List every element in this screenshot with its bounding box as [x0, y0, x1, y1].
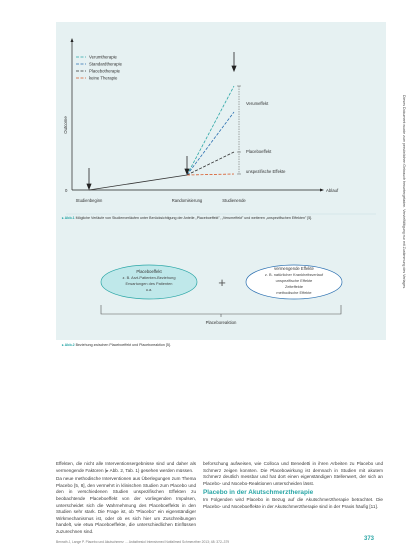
legend-label-none: keine Therapie [89, 75, 118, 81]
annotation-unspecific-effects: unspezifische Effekte [246, 169, 286, 174]
confounding-effects-line-4: methodische Effekte [276, 290, 312, 295]
placebo-effect-line-1: z. B. Arzt-Patienten-Beziehung [122, 275, 176, 280]
confounding-effects-title: vermengende Effekte [274, 266, 314, 271]
annotation-placebo-effect: Placeboeffekt [246, 149, 272, 154]
figure-2-caption-marker: ▸ Abb.2 [62, 343, 75, 347]
legend-label-verum: Verumtherapie [89, 54, 117, 60]
figure-2-diagram [56, 258, 386, 340]
x-tick-study-end: Studienende [222, 198, 246, 203]
y-axis-label: Outcome [63, 116, 68, 134]
y-axis-arrow [71, 38, 74, 42]
baseline-course [89, 175, 187, 190]
figure-2-caption [62, 343, 380, 348]
figure-1-legend [76, 54, 123, 80]
page-number: 373 [364, 536, 375, 542]
annotation-verum-effect: Verumeffekt [246, 101, 269, 106]
placebo-effect-title: Placeboeffekt [136, 269, 162, 274]
confounding-effects-line-3: Zeiteffekte [284, 284, 304, 289]
footer-citation: Benrath J, Lange P. Placebo und Akutschmerz … Anästhesiol Intensivmed Notfallmed Schmerzther 2013; 48: 372–379 [56, 540, 230, 544]
right-paragraph-1: beforschung aufweisen, wie Colloca und Benedetti in ihren Arbeiten zu Placebo und Schmerz zeigen konnten. Die Placebowirkung ist demnach in Studien mit akutem Schmerz deutlich messbar und hat dort einen eigenständigen Stellenwert, der sich an Placebo- und Nocebo-Reaktionen unterscheiden lässt. [203, 461, 383, 486]
line-placebo [187, 152, 234, 175]
figure-1-chart [56, 22, 386, 260]
left-paragraph-2: Da neue methodische Interventionen aus Überlegungen zum Thema Placebo [5, 8], den vermehrt in klinischen Studien zum Placebo und den in verschiedenen Studien unspezifischen Effekten zu beobachtende Placeboeffekt von der vorliegenden Impulsen, unterscheidet sich die Wahrnehmung des Placeboeffekts in den Studien sehr stark. Die Frage ist, ob "Placebo" ein eigenständiger Wirkmechanismus ist, oder ob es sich hier um Zuschreibungen handelt, wie etwa Placeboeffekte, die unterschiedlichen Einflüssen zuzurechnen sind. [56, 476, 196, 534]
figure-1-caption-text: Mögliche Verläufe von Studienverläufen unter Berücksichtigung der Anteile „Placeboeffekt", „Verumeffekt" und weiteren „unspezifischen Effekten" [5]. [75, 216, 313, 220]
legend-label-standard: Standardtherapie [89, 61, 122, 67]
confounding-effects-line-2: unspezifische Effekte [275, 278, 313, 283]
copyright-side-note: Dieses Dokument wurde zum persönlichen Gebrauch heruntergeladen. Vervielfältigung nur mit Zustimmung des Verlages. [402, 95, 406, 290]
right-text-column [203, 461, 383, 513]
confounding-effects-line-1: z. B. natürlicher Krankheitsverlauf [264, 272, 324, 277]
x-tick-study-start: Studienbeginn [75, 198, 103, 203]
placebo-effect-line-3: u.a. [145, 287, 153, 292]
section-heading: Placebo in der Akutschmerztherapie [203, 489, 314, 497]
effect-bracket [237, 86, 241, 174]
plus-sign: + [218, 275, 226, 290]
origin-label: 0 [65, 188, 68, 193]
figure-1-caption-marker: ▸ Abb.1 [62, 216, 75, 220]
x-axis-arrow [320, 189, 324, 192]
left-paragraph-1: Effekten, die nicht alle Interventionsergebnisse sind und daher als vermengende Faktoren (▸ Abb. 2, Tab. 1) gesehen werden müssen. [56, 461, 196, 473]
x-tick-randomisation: Randomisierung [171, 198, 203, 203]
left-text-column [56, 461, 196, 538]
right-paragraph-2: Im Folgenden wird Placebo in Bezug auf die Akutschmerztherapie betrachtet. Die Placebo- und Noceboeffekte in der Akutschmerztherapie sind in der Praxis häufig [11]. [203, 497, 383, 509]
placebo-effect-line-2: Erwartungen des Patienten [125, 281, 173, 286]
placebo-reaction-label: Placeboreaktion [205, 320, 237, 325]
line-standard [187, 112, 234, 175]
figure-2-caption-text: Beziehung zwischen Placeboeffekt und Placeboreaktion [5]. [75, 343, 171, 347]
placebo-reaction-bracket [101, 305, 341, 317]
figure-1-caption [62, 216, 380, 221]
line-no-therapy [187, 174, 234, 175]
legend-label-placebo: Placebotherapie [89, 68, 121, 74]
x-axis-label: Ablauf [326, 188, 339, 193]
line-verum [187, 86, 234, 175]
